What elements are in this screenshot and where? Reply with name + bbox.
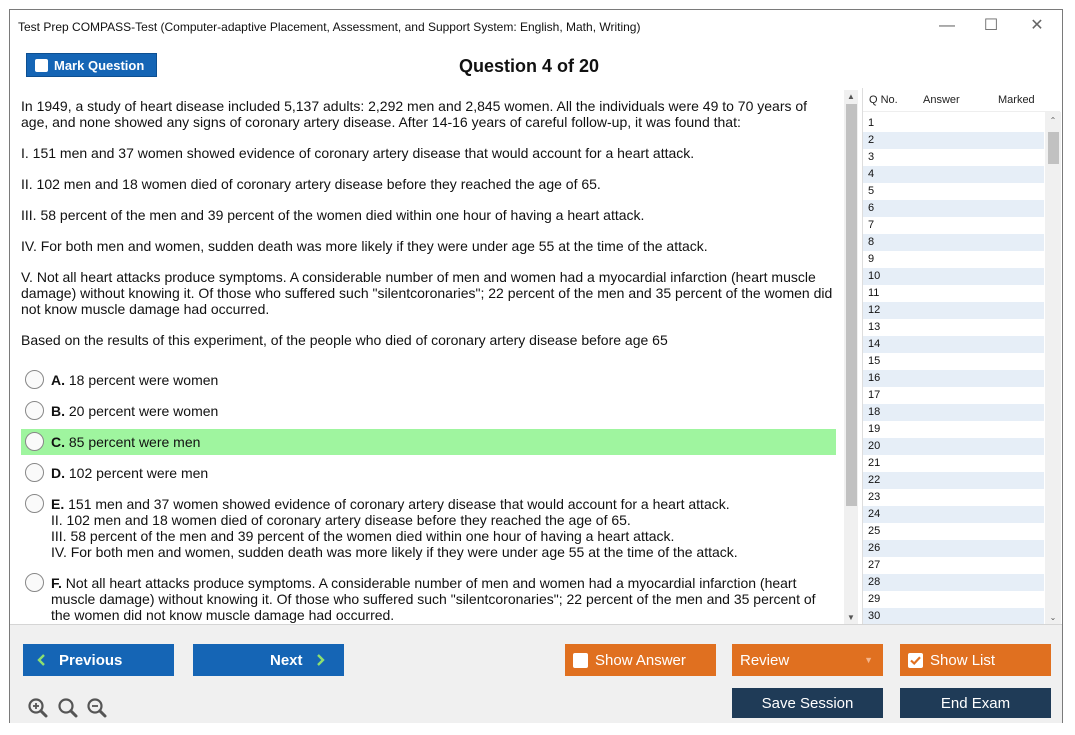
question-number: 23	[868, 491, 881, 503]
close-button[interactable]: ✕	[1030, 17, 1044, 34]
scrollbar-thumb[interactable]	[1048, 132, 1059, 164]
question-number: 17	[868, 389, 881, 401]
question-number: 15	[868, 355, 881, 367]
question-number: 6	[868, 202, 875, 214]
option-text: Not all heart attacks produce symptoms. A considerable number of men and women had a myocardial infarction (heart muscle damage) without knowing it. Of those who suffered such "silentcoronaries"; 22 percent of the men and 35 percent of the women did not know muscle damage had occurred.	[51, 575, 816, 623]
question-number: 3	[868, 151, 875, 163]
question-list-row[interactable]	[863, 302, 1044, 319]
radio-button[interactable]	[25, 463, 44, 482]
question-list-row[interactable]	[863, 557, 1044, 574]
mark-question-label: Mark Question	[54, 57, 145, 73]
question-number: 30	[868, 610, 881, 622]
question-number: 9	[868, 253, 875, 265]
question-stem: Based on the results of this experiment, of the people who died of coronary artery disease before age 65	[21, 332, 668, 348]
question-list-row[interactable]	[863, 251, 1044, 268]
maximize-button[interactable]: ☐	[983, 17, 999, 34]
question-number: 2	[868, 134, 875, 146]
question-list-row[interactable]	[863, 472, 1044, 489]
question-number: 5	[868, 185, 875, 197]
review-dropdown[interactable]	[732, 644, 883, 676]
question-number: 18	[868, 406, 881, 418]
question-number: 4	[868, 168, 875, 180]
option-text: 18 percent were women	[68, 372, 219, 388]
answer-option-f[interactable]	[21, 575, 836, 623]
question-list-row[interactable]	[863, 421, 1044, 438]
option-text: II. 102 men and 18 women died of coronary artery disease before they reached the age of 65.	[51, 512, 631, 528]
question-number: 22	[868, 474, 881, 486]
option-key: F.	[51, 575, 62, 591]
option-key: B.	[51, 403, 65, 419]
option-key: E.	[51, 496, 65, 512]
next-button[interactable]	[193, 644, 344, 676]
next-label: Next	[270, 651, 303, 669]
question-number: 8	[868, 236, 875, 248]
question-number: 1	[868, 117, 875, 129]
question-list-row[interactable]	[863, 523, 1044, 540]
question-list-row[interactable]	[863, 489, 1044, 506]
show-answer-label: Show Answer	[595, 651, 686, 669]
question-list-row[interactable]	[863, 336, 1044, 353]
question-list-row[interactable]	[863, 268, 1044, 285]
question-number: 16	[868, 372, 881, 384]
minimize-button[interactable]: —	[939, 17, 955, 34]
question-list-row[interactable]	[863, 200, 1044, 217]
chevron-right-icon	[313, 653, 327, 667]
radio-button[interactable]	[25, 401, 44, 420]
question-list-row[interactable]	[863, 404, 1044, 421]
radio-button[interactable]	[25, 370, 44, 389]
question-list-row[interactable]	[863, 183, 1044, 200]
show-list-button[interactable]	[900, 644, 1051, 676]
option-text: 85 percent were men	[68, 434, 201, 450]
answer-option-a[interactable]	[21, 372, 836, 388]
question-list-row[interactable]	[863, 319, 1044, 336]
question-list-row[interactable]	[863, 132, 1044, 149]
question-number: 25	[868, 525, 881, 537]
answer-option-e[interactable]	[21, 496, 836, 560]
question-paragraph: I. 151 men and 37 women showed evidence of coronary artery disease that would account for a heart attack.	[21, 145, 695, 161]
radio-button[interactable]	[25, 432, 44, 451]
question-list-row[interactable]	[863, 387, 1044, 404]
question-number: 12	[868, 304, 881, 316]
title-bar	[10, 10, 1062, 44]
question-number: 24	[868, 508, 881, 520]
previous-label: Previous	[59, 651, 123, 669]
question-number: 14	[868, 338, 881, 350]
scroll-up-icon[interactable]: ▲	[847, 92, 855, 101]
question-list-row[interactable]	[863, 506, 1044, 523]
app-window	[9, 9, 1063, 723]
question-counter: Question 4 of 20	[458, 56, 600, 76]
question-list-row[interactable]	[863, 591, 1044, 608]
save-session-button[interactable]: Save Session	[732, 688, 883, 718]
question-number: 19	[868, 423, 881, 435]
question-list-row[interactable]	[863, 370, 1044, 387]
question-paragraph: V. Not all heart attacks produce symptoms. A considerable number of men and women had a myocardial infarction (heart muscle damage) without knowing it. Of those who suffered such "silentcoronaries"; 22 percent of the men and 35 percent of the women did not know muscle damage had occurred.	[21, 269, 833, 317]
question-list-row[interactable]	[863, 455, 1044, 472]
question-number: 20	[868, 440, 881, 452]
search-icon[interactable]	[57, 697, 79, 719]
review-label: Review	[740, 651, 790, 669]
question-number: 7	[868, 219, 875, 231]
question-paragraph: IV. For both men and women, sudden death was more likely if they were under age 55 at the time of the attack.	[21, 238, 708, 254]
zoom-in-icon[interactable]	[27, 697, 49, 719]
column-answer: Answer	[923, 94, 960, 106]
question-list-row[interactable]	[863, 166, 1044, 183]
window-title: Test Prep COMPASS-Test (Computer-adaptive Placement, Assessment, and Support System: English, Math, Writing)	[18, 20, 641, 34]
toolbar	[10, 44, 1062, 86]
previous-button[interactable]	[23, 644, 174, 676]
question-number: 11	[868, 287, 880, 299]
question-list-row[interactable]	[863, 217, 1044, 234]
scroll-down-icon[interactable]: ⌄	[1049, 613, 1057, 622]
question-list-row[interactable]	[863, 285, 1044, 302]
option-text: 151 men and 37 women showed evidence of coronary artery disease that would account for a heart attack.	[68, 496, 730, 512]
option-text: 20 percent were women	[68, 403, 219, 419]
option-text: 102 percent were men	[68, 465, 209, 481]
question-content	[21, 98, 836, 625]
question-number: 10	[868, 270, 881, 282]
question-list-row[interactable]	[863, 438, 1044, 455]
radio-button[interactable]	[25, 494, 44, 513]
question-list-row[interactable]	[863, 608, 1044, 625]
question-paragraph: III. 58 percent of the men and 39 percent of the women died within one hour of having a heart attack.	[21, 207, 645, 223]
question-paragraph: II. 102 men and 18 women died of coronary artery disease before they reached the age of 65.	[21, 176, 601, 192]
chevron-left-icon	[35, 653, 49, 667]
option-key: C.	[51, 434, 65, 450]
scrollbar-thumb[interactable]	[846, 104, 857, 506]
answer-option-c[interactable]	[21, 429, 836, 455]
question-number: 29	[868, 593, 881, 605]
option-text: IV. For both men and women, sudden death was more likely if they were under age 55 at the time of the attack.	[51, 544, 738, 560]
column-marked: Marked	[998, 94, 1035, 106]
end-exam-button[interactable]: End Exam	[900, 688, 1051, 718]
show-list-label: Show List	[930, 651, 996, 669]
question-list-row[interactable]	[863, 115, 1044, 132]
question-list-row[interactable]	[863, 149, 1044, 166]
option-key: A.	[51, 372, 65, 388]
zoom-out-icon[interactable]	[86, 697, 108, 719]
question-number: 13	[868, 321, 881, 333]
option-text: III. 58 percent of the men and 39 percent of the women died within one hour of having a heart attack.	[51, 528, 675, 544]
option-key: D.	[51, 465, 65, 481]
column-qno: Q No.	[869, 94, 898, 106]
radio-button[interactable]	[25, 573, 44, 592]
answer-option-b[interactable]	[21, 403, 836, 419]
question-rows	[863, 115, 1044, 625]
checkbox-icon	[573, 653, 588, 668]
checked-checkbox-icon	[908, 653, 923, 668]
checkmark-icon	[908, 653, 923, 668]
question-number: 28	[868, 576, 881, 588]
question-list-row[interactable]	[863, 353, 1044, 370]
scroll-down-icon[interactable]: ▼	[847, 613, 855, 622]
caret-down-icon: ▼	[864, 655, 873, 665]
question-list-row[interactable]	[863, 574, 1044, 591]
question-list-scrollbar[interactable]	[1045, 112, 1061, 624]
scroll-up-icon[interactable]: ⌃	[1049, 116, 1057, 125]
question-paragraph: In 1949, a study of heart disease included 5,137 adults: 2,292 men and 2,845 women. All the individuals were 49 to 70 years of age, and none showed any signs of coronary artery disease. After 14-16 years of careful follow-up, it was found that:	[21, 98, 808, 130]
question-number: 26	[868, 542, 881, 554]
question-number: 21	[868, 457, 881, 469]
question-list-row[interactable]	[863, 540, 1044, 557]
bottom-bar	[10, 624, 1062, 723]
question-number: 27	[868, 559, 881, 571]
answer-option-d[interactable]	[21, 465, 836, 481]
show-answer-button[interactable]	[565, 644, 716, 676]
question-list-row[interactable]	[863, 234, 1044, 251]
question-list	[862, 88, 1060, 624]
content-scrollbar[interactable]	[844, 90, 858, 624]
question-list-header	[863, 88, 1060, 112]
